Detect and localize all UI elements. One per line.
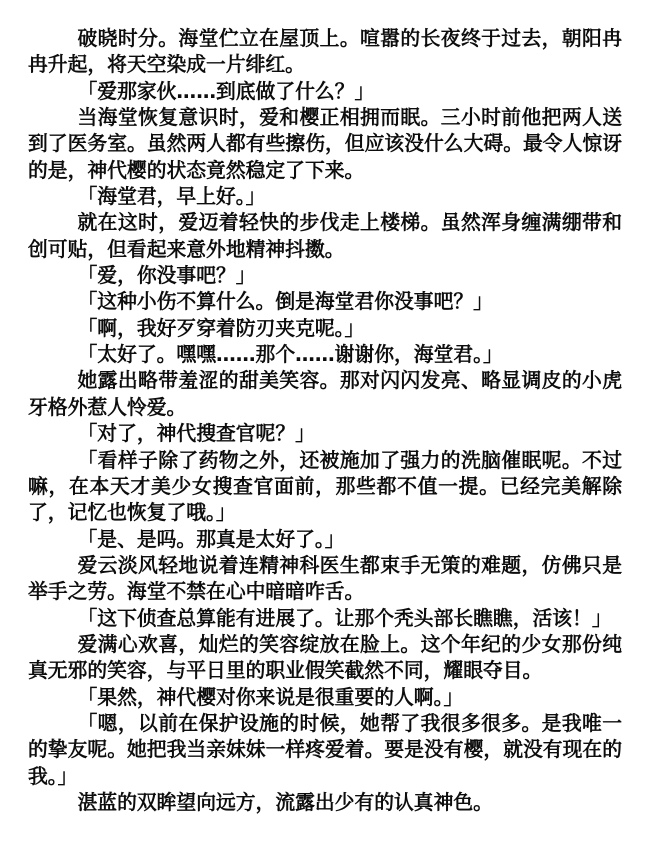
paragraph: 湛蓝的双眸望向远方，流露出少有的认真神色。 xyxy=(77,790,493,814)
paragraph: 「这下侦查总算能有进展了。让那个秃头部长瞧瞧，活该！」 xyxy=(77,606,612,630)
paragraph: 「爱，你没事吧？」 xyxy=(77,264,256,288)
paragraph: 「对了，神代搜查官呢？」 xyxy=(77,422,315,446)
paragraph: 「太好了。嘿嘿……那个……谢谢你，海堂君。」 xyxy=(77,343,503,367)
paragraph: 爱满心欢喜，灿烂的笑容绽放在脸上。这个年纪的少女那份纯真无邪的笑容，与平日里的职业假笑截然不同，耀眼夺目。 xyxy=(28,632,622,683)
paragraph: 「海堂君，早上好。」 xyxy=(77,185,266,209)
paragraph: 「这种小伤不算什么。倒是海堂君你没事吧？」 xyxy=(77,290,493,314)
paragraph: 就在这时，爱迈着轻快的步伐走上楼梯。虽然浑身缠满绷带和创可贴，但看起来意外地精神抖擞。 xyxy=(28,211,622,261)
novel-text-body xyxy=(28,26,622,816)
paragraph: 「嗯，以前在保护设施的时候，她帮了我很多很多。是我唯一的挚友呢。她把我当亲妹妹一样疼爱着。要是没有樱，就没有现在的我。」 xyxy=(28,711,622,788)
paragraph: 破晓时分。海堂伫立在屋顶上。喧嚣的长夜终于过去，朝阳冉冉升起，将天空染成一片绯红。 xyxy=(28,27,622,77)
paragraph: 「看样子除了药物之外，还被施加了强力的洗脑催眠呢。不过嘛，在本天才美少女搜查官面前，那些都不值一提。已经完美解除了，记忆也恢复了哦。」 xyxy=(28,448,622,525)
paragraph: 「果然，神代樱对你来说是很重要的人啊。」 xyxy=(77,685,464,709)
paragraph: 爱云淡风轻地说着连精神科医生都束手无策的难题，仿佛只是举手之劳。海堂不禁在心中暗暗咋舌。 xyxy=(28,553,622,604)
paragraph: 她露出略带羞涩的甜美笑容。那对闪闪发亮、略显调皮的小虎牙格外惹人怜爱。 xyxy=(28,369,622,419)
paragraph: 「是、是吗。那真是太好了。」 xyxy=(77,527,345,551)
paragraph: 当海堂恢复意识时，爱和樱正相拥而眠。三小时前他把两人送到了医务室。虽然两人都有些擦伤，但应该没什么大碍。最令人惊讶的是，神代樱的状态竟然稳定了下来。 xyxy=(28,106,622,182)
paragraph: 「啊，我好歹穿着防刃夹克呢。」 xyxy=(77,316,365,340)
paragraph: 「爱那家伙……到底做了什么？」 xyxy=(77,79,375,103)
